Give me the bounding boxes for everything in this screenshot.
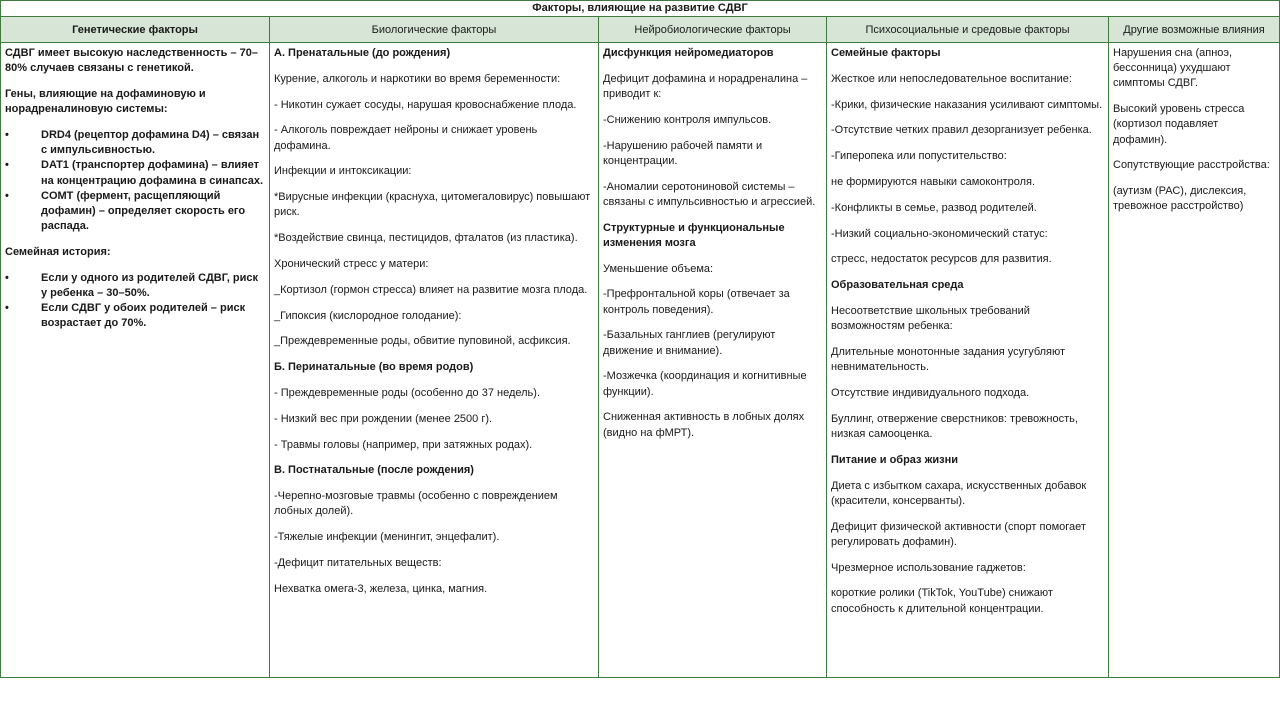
cell-paragraph: -Низкий социально-экономический статус:: [831, 227, 1048, 240]
cell-paragraph: _Преждевременные роды, обвитие пуповиной, асфиксия.: [274, 335, 571, 348]
cell-paragraph: Отсутствие индивидуального подхода.: [831, 386, 1030, 399]
list-item: • Если у одного из родителей СДВГ, риск у ребенка – 30–50%.: [5, 271, 265, 301]
cell-heading: В. Постнатальные (после рождения): [274, 464, 474, 477]
table-title: Факторы, влияющие на развитие СДВГ: [1, 1, 1279, 18]
genes-list: [5, 128, 265, 234]
genes-heading: Гены, влияющие на дофаминовую и норадреналиновую системы:: [5, 88, 206, 116]
cell-paragraph: Высокий уровень стресса (кортизол подавляет дофамин).: [1113, 103, 1245, 146]
cell-paragraph: Уменьшение объема:: [603, 262, 714, 275]
cell-psychosocial[interactable]: [827, 44, 1108, 677]
cell-paragraph: *Воздействие свинца, пестицидов, фталатов (из пластика).: [274, 232, 578, 245]
cell-paragraph: Хронический стресс у матери:: [274, 257, 429, 270]
family-list: [5, 271, 265, 332]
cell-paragraph: - Низкий вес при рождении (менее 2500 г).: [274, 412, 493, 425]
cell-paragraph: -Базальных ганглиев (регулируют движение и внимание).: [603, 329, 776, 357]
cell-paragraph: -Черепно-мозговые травмы (особенно с повреждением лобных долей).: [274, 490, 558, 518]
header-genetic[interactable]: Генетические факторы: [1, 17, 269, 43]
cell-paragraph: Сопутствующие расстройства:: [1113, 159, 1270, 172]
cell-paragraph: -Аномалии серотониновой системы – связаны с импульсивностью и агрессией.: [603, 180, 816, 208]
cell-paragraph: -Снижению контроля импульсов.: [603, 113, 772, 126]
cell-paragraph: Нарушения сна (апноэ, бессонница) ухудшают симптомы СДВГ.: [1113, 47, 1233, 90]
cell-paragraph: - Травмы головы (например, при затяжных родах).: [274, 438, 533, 451]
cell-heading: Питание и образ жизни: [831, 453, 959, 466]
cell-paragraph: - Преждевременные роды (особенно до 37 недель).: [274, 386, 541, 399]
cell-heading: Семейные факторы: [831, 47, 941, 59]
cell-heading: Дисфункция нейромедиаторов: [603, 47, 774, 59]
list-item: • DAT1 (транспортер дофамина) – влияет на концентрацию дофамина в синапсах.: [5, 158, 265, 188]
cell-paragraph: -Крики, физические наказания усиливают симптомы.: [831, 98, 1103, 111]
list-item: • DRD4 (рецептор дофамина D4) – связан с импульсивностью.: [5, 128, 265, 158]
cell-paragraph: -Мозжечка (координация и когнитивные функции).: [603, 370, 807, 398]
header-psychosocial[interactable]: Психосоциальные и средовые факторы: [827, 17, 1108, 43]
cell-paragraph: Инфекции и интоксикации:: [274, 165, 412, 178]
cell-heading: А. Пренатальные (до рождения): [274, 47, 451, 59]
cell-paragraph: -Дефицит питательных веществ:: [274, 556, 442, 569]
cell-paragraph: -Нарушению рабочей памяти и концентрации.: [603, 139, 763, 167]
cell-paragraph: Буллинг, отвержение сверстников: тревожность, низкая самооценка.: [831, 412, 1078, 440]
cell-paragraph: -Конфликты в семье, развод родителей.: [831, 201, 1037, 214]
cell-paragraph: не формируются навыки самоконтроля.: [831, 175, 1036, 188]
cell-paragraph: Нехватка омега-3, железа, цинка, магния.: [274, 582, 488, 595]
cell-paragraph: -Отсутствие четких правил дезорганизует ребенка.: [831, 124, 1092, 137]
cell-paragraph: Длительные монотонные задания усугубляют невнимательность.: [831, 345, 1066, 374]
cell-paragraph: *Вирусные инфекции (краснуха, цитомегаловирус) повышают риск.: [274, 191, 591, 219]
cell-paragraph: _Гипоксия (кислородное голодание):: [274, 309, 462, 322]
cell-paragraph: -Тяжелые инфекции (менингит, энцефалит).: [274, 531, 500, 544]
header-other[interactable]: Другие возможные влияния: [1109, 17, 1279, 43]
header-biological[interactable]: Биологические факторы: [270, 17, 598, 43]
cell-paragraph: Курение, алкоголь и наркотики во время беременности:: [274, 72, 561, 85]
cell-paragraph: - Никотин сужает сосуды, нарушая кровоснабжение плода.: [274, 98, 577, 111]
header-neurobiological[interactable]: Нейробиологические факторы: [599, 17, 826, 43]
cell-neurobiological[interactable]: [599, 44, 826, 677]
cell-paragraph: - Алкоголь повреждает нейроны и снижает уровень дофамина.: [274, 124, 538, 152]
cell-genetic[interactable]: [1, 44, 269, 677]
cell-paragraph: короткие ролики (TikTok, YouTube) снижают способность к длительной концентрации.: [831, 587, 1053, 615]
list-item: • COMT (фермент, расщепляющий дофамин) – определяет скорость его распада.: [5, 189, 265, 235]
cell-heading: Образовательная среда: [831, 279, 964, 292]
cell-paragraph: Дефицит физической активности (спорт помогает регулировать дофамин).: [831, 520, 1086, 548]
cell-paragraph: Дефицит дофамина и норадреналина – приводит к:: [603, 72, 808, 100]
cell-paragraph: -Префронтальной коры (отвечает за контроль поведения).: [603, 288, 790, 316]
cell-paragraph: _Кортизол (гормон стресса) влияет на развитие мозга плода.: [274, 283, 588, 296]
cell-paragraph: -Гиперопека или попустительство:: [831, 150, 1007, 163]
cell-paragraph: Несоответствие школьных требований возможностям ребенка:: [831, 304, 1030, 333]
genetic-intro: СДВГ имеет высокую наследственность – 70–80% случаев связаны с генетикой.: [5, 47, 258, 75]
cell-paragraph: Сниженная активность в лобных долях (видно на фМРТ).: [603, 411, 805, 439]
cell-paragraph: стресс, недостаток ресурсов для развития.: [831, 253, 1052, 266]
cell-paragraph: Жесткое или непоследовательное воспитание:: [831, 72, 1072, 85]
cell-paragraph: (аутизм (РАС), дислексия, тревожное расстройство): [1113, 185, 1247, 213]
cell-other[interactable]: [1109, 44, 1279, 677]
cell-heading: Б. Перинатальные (во время родов): [274, 361, 474, 374]
cell-paragraph: Диета с избытком сахара, искусственных добавок (красители, консерванты).: [831, 479, 1087, 507]
cell-heading: Структурные и функциональные изменения мозга: [603, 221, 785, 249]
list-item: • Если СДВГ у обоих родителей – риск возрастает до 70%.: [5, 301, 265, 331]
cell-paragraph: Чрезмерное использование гаджетов:: [831, 561, 1026, 574]
family-heading: Семейная история:: [5, 246, 111, 259]
cell-biological[interactable]: [270, 44, 598, 677]
